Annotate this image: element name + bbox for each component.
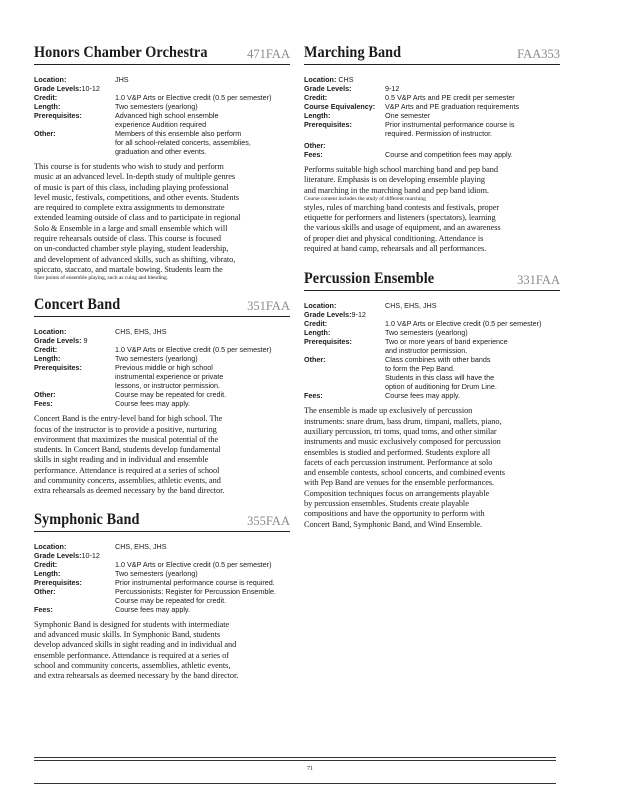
other-value — [115, 587, 290, 605]
course-info — [34, 542, 290, 614]
course-symphonic-band — [34, 511, 290, 682]
length-value: Two semesters (yearlong) — [115, 568, 198, 578]
desc-line: extended learning outside of class and to participate in regional — [34, 213, 241, 223]
left-column — [34, 44, 290, 695]
other-label: Other: — [34, 390, 56, 400]
credit-label: Credit: — [34, 93, 58, 102]
other-label: Other: — [304, 141, 326, 150]
desc-line: Concert Band, Symphonic Band, and Wind Ensemble. — [304, 519, 483, 529]
desc-line: on un-conducted chamber style playing, student leadership, — [34, 244, 229, 254]
desc-line: and community concerts, assemblies, athletic events, and — [34, 476, 221, 486]
location-label: Location: — [304, 301, 337, 311]
grade-value: 10-12 — [81, 84, 100, 93]
desc-line: Solo & Ensemble in a large and small ensemble which will — [34, 223, 228, 233]
desc-line: etiquette for performers and listeners (spectators), learning — [304, 213, 496, 223]
credit-value: 1.0 V&P Arts or Elective credit (0.5 per semester) — [115, 345, 272, 355]
course-description — [34, 162, 290, 282]
credit-value: 1.0 V&P Arts or Elective credit (0.5 per semester) — [115, 559, 272, 569]
prereq-value — [385, 120, 560, 138]
prereq-value — [115, 111, 290, 129]
prereq-label: Prerequisites: — [34, 363, 82, 373]
course-title: Percussion Ensemble — [304, 270, 435, 288]
length-label: Length: — [34, 102, 61, 111]
other-line: Percussionists: Register for Percussion Ensemble. — [115, 586, 276, 596]
fees-label: Fees: — [34, 604, 53, 614]
desc-line: ensembles is studied and performed. Students explore all — [304, 447, 491, 457]
desc-line: auxiliary percussion, tri toms, quad toms, and other similar — [304, 426, 497, 436]
course-code: 331FAA — [517, 273, 560, 288]
course-title: Honors Chamber Orchestra — [34, 44, 208, 61]
prereq-line: Prior instrumental performance course is required. — [115, 577, 275, 587]
grade-label: Grade Levels: — [34, 550, 82, 560]
other-line: Course may be repeated for credit. — [115, 390, 227, 400]
desc-line: instruments: snare drum, bass drum, timpani, mallets, piano, — [304, 416, 502, 426]
location-value: CHS, EHS, JHS — [115, 541, 167, 551]
course-code: FAA353 — [517, 47, 560, 61]
other-value — [115, 129, 290, 156]
credit-value: 1.0 V&P Arts or Elective credit (0.5 per semester) — [385, 319, 542, 329]
desc-line: performance. Attendance is required at a series of school — [34, 465, 220, 475]
fees-label: Fees: — [34, 399, 53, 409]
location-value: CHS, EHS, JHS — [385, 301, 437, 311]
fees-value: Course and competition fees may apply. — [385, 150, 513, 159]
length-value: One semester — [385, 111, 431, 120]
fees-label: Fees: — [304, 150, 323, 159]
desc-line: and development of advanced skills, such as shifting, vibrato, — [34, 254, 236, 264]
course-title: Concert Band — [34, 296, 121, 314]
length-value: Two semesters (yearlong) — [385, 328, 468, 338]
desc-line-small: finer points of ensemble playing, such as cuing and blending. — [34, 275, 169, 282]
location-label-text: Location: — [304, 75, 337, 84]
prereq-value — [385, 337, 560, 355]
course-info — [34, 75, 290, 156]
prereq-line: experience Audition required — [115, 120, 207, 129]
desc-line: literature. Emphasis is on developing ensemble playing — [304, 175, 485, 185]
course-honors-chamber-orchestra — [34, 44, 290, 282]
course-header — [304, 270, 560, 291]
desc-line: ensemble performance. Attendance is required at a series of — [34, 650, 229, 660]
grade-label: Grade Levels: — [34, 84, 82, 93]
desc-line: Concert Band is the entry-level band for high school. The — [34, 414, 223, 424]
grade-value: 9 — [83, 336, 88, 346]
other-line: for all school-related concerts, assemblies, — [115, 138, 251, 147]
length-label: Length: — [34, 568, 61, 578]
desc-line: styles, rules of marching band contests and festivals, proper — [304, 202, 500, 212]
fees-value: Course fees may apply. — [385, 391, 460, 401]
desc-line: by percussion ensembles. Students create playable — [304, 499, 469, 509]
desc-line: compositions and have the opportunity to perform with — [304, 509, 485, 519]
page-number: 71 — [307, 766, 313, 772]
desc-line: instruments and music exclusively composed for percussion — [304, 437, 501, 447]
desc-line: focus of the instructor is to provide a positive, nurturing — [34, 424, 217, 434]
course-description — [34, 620, 290, 682]
grade-levels — [34, 84, 290, 93]
length-value: Two semesters (yearlong) — [115, 102, 198, 111]
desc-line: and ensemble contests, school concerts, and combined events — [304, 468, 505, 478]
other-value — [115, 390, 290, 399]
location-value: CHS, EHS, JHS — [115, 327, 167, 337]
course-marching-band — [304, 44, 560, 254]
other-line: graduation and other events. — [115, 147, 207, 156]
credit-label: Credit: — [34, 345, 58, 355]
grade-value: 9-12 — [351, 310, 366, 320]
footer-rule-bottom — [34, 783, 556, 784]
course-concert-band — [34, 296, 290, 496]
other-line: Course may be repeated for credit. — [115, 595, 227, 605]
grade-value: 10-12 — [81, 550, 100, 560]
credit-value: 0.5 V&P Arts and PE credit per semester — [385, 93, 515, 102]
course-description — [304, 406, 560, 530]
prereq-line: Previous middle or high school — [115, 363, 213, 373]
fees-value: Course fees may apply. — [115, 604, 190, 614]
course-percussion-ensemble — [304, 270, 560, 530]
location-label — [304, 75, 385, 84]
prereq-line: Advanced high school ensemble — [115, 111, 219, 120]
grade-levels — [34, 336, 290, 345]
prereq-label: Prerequisites: — [304, 120, 352, 129]
prereq-label: Prerequisites: — [34, 111, 82, 120]
length-label: Length: — [304, 111, 331, 120]
course-description — [304, 165, 560, 254]
course-code: 471FAA — [247, 47, 290, 61]
prereq-line: lessons, or instructor permission. — [115, 381, 221, 391]
course-info — [304, 301, 560, 400]
desc-line: Composition techniques focus on arrangements playable — [304, 488, 490, 498]
grade-value: 9-12 — [385, 84, 400, 93]
prereq-label: Prerequisites: — [34, 577, 82, 587]
location-label: Location: — [34, 75, 67, 84]
prereq-line: required. Permission of instructor. — [385, 129, 493, 138]
other-line: option of auditioning for Drum Line. — [385, 382, 497, 392]
length-label: Length: — [304, 328, 331, 338]
credit-label: Credit: — [304, 93, 328, 102]
other-label: Other: — [34, 586, 56, 596]
course-info — [304, 75, 560, 159]
equivalency-label: Course Equivalency: — [304, 102, 376, 111]
desc-line: are required to complete extra assignments to demonstrate — [34, 203, 225, 213]
grade-label: Grade Levels: — [304, 84, 352, 93]
desc-line: require rehearsals outside of class. This course is focused — [34, 234, 221, 244]
other-label: Other: — [304, 355, 326, 365]
course-title: Symphonic Band — [34, 510, 140, 528]
course-header — [34, 44, 290, 65]
desc-line: facets of each percussion instrument. Performance at solo — [304, 457, 493, 467]
desc-line-small: Course content includes the study of different marching — [304, 195, 426, 202]
desc-line: skills in sight reading and in individual and ensemble — [34, 455, 209, 465]
desc-line: of music is part of this class, including playing professional — [34, 182, 229, 192]
prereq-line: Prior instrumental performance course is — [385, 120, 515, 129]
course-header — [34, 296, 290, 317]
grade-label: Grade Levels: — [304, 310, 352, 320]
location-value: CHS — [338, 75, 354, 84]
fees-label: Fees: — [304, 391, 323, 401]
prereq-value — [115, 578, 290, 587]
credit-label: Credit: — [34, 559, 58, 569]
desc-line: This course is for students who wish to study and perform — [34, 162, 224, 171]
desc-line: the various skills and usage of equipment, and an awareness — [304, 223, 501, 233]
grade-label: Grade Levels: — [34, 336, 82, 346]
other-line: Members of this ensemble also perform — [115, 129, 242, 138]
location-label: Location: — [34, 541, 67, 551]
length-label: Length: — [34, 354, 61, 364]
course-header — [304, 44, 560, 65]
prereq-line: instrumental experience or private — [115, 372, 224, 382]
desc-line: required at band camp, rehearsals and all performances. — [304, 244, 487, 254]
desc-line: Symphonic Band is designed for students with intermediate — [34, 619, 230, 629]
desc-line: and extra rehearsals as deemed necessary by the band director. — [34, 671, 239, 681]
prereq-line: Two or more years of band experience — [385, 337, 508, 347]
course-code: 355FAA — [247, 513, 290, 528]
prereq-line: and instructor permission. — [385, 346, 468, 356]
prereq-label: Prerequisites: — [304, 337, 352, 347]
equivalency-value: V&P Arts and PE graduation requirements — [385, 102, 520, 111]
desc-line: level music, festivals, competitions, and other events. Students — [34, 192, 239, 202]
desc-line: students. In Concert Band, students develop fundamental — [34, 445, 221, 455]
course-header — [34, 511, 290, 532]
desc-line: music at an advanced level. In-depth study of multiple genres — [34, 172, 236, 182]
desc-line: environment that maximizes the musical potential of the — [34, 434, 219, 444]
course-description — [34, 414, 290, 496]
prereq-value — [115, 363, 290, 390]
desc-line: extra rehearsals as deemed necessary by the band director. — [34, 486, 225, 496]
desc-line: school and community concerts, assemblies, athletic events, — [34, 660, 231, 670]
desc-line: develop advanced skills in sight reading and in individual and — [34, 640, 237, 650]
course-title: Marching Band — [304, 44, 402, 61]
desc-line: spiccato, staccato, and martale bowing. Students learn the — [34, 264, 223, 274]
credit-value: 1.0 V&P Arts or Elective credit (0.5 per semester) — [115, 93, 272, 102]
desc-line: The ensemble is made up exclusively of percussion — [304, 406, 473, 416]
location-value: JHS — [115, 75, 129, 84]
credit-label: Credit: — [304, 319, 328, 329]
course-info — [34, 327, 290, 408]
location-label: Location: — [34, 327, 67, 337]
other-line: to form the Pep Band. — [385, 364, 455, 374]
right-column — [304, 44, 560, 544]
course-code: 351FAA — [247, 299, 290, 314]
other-label: Other: — [34, 129, 56, 138]
desc-line: and marching in the marching band and pep band idiom. — [304, 185, 489, 195]
fees-value: Course fees may apply. — [115, 399, 190, 409]
other-value — [385, 141, 560, 150]
grade-levels — [304, 310, 560, 319]
desc-line: and advanced music skills. In Symphonic Band, students — [34, 629, 221, 639]
desc-line: of proper diet and physical conditioning. Attendance is — [304, 233, 484, 243]
desc-line: with Pep Band are venues for the ensemble performances. — [304, 478, 495, 488]
grade-levels — [34, 551, 290, 560]
desc-line: Performs suitable high school marching band and pep band — [304, 165, 498, 174]
footer-rule — [34, 757, 556, 761]
other-line: Students in this class will have the — [385, 373, 495, 383]
other-line: Class combines with other bands — [385, 355, 491, 365]
length-value: Two semesters (yearlong) — [115, 354, 198, 364]
other-value — [385, 355, 560, 391]
